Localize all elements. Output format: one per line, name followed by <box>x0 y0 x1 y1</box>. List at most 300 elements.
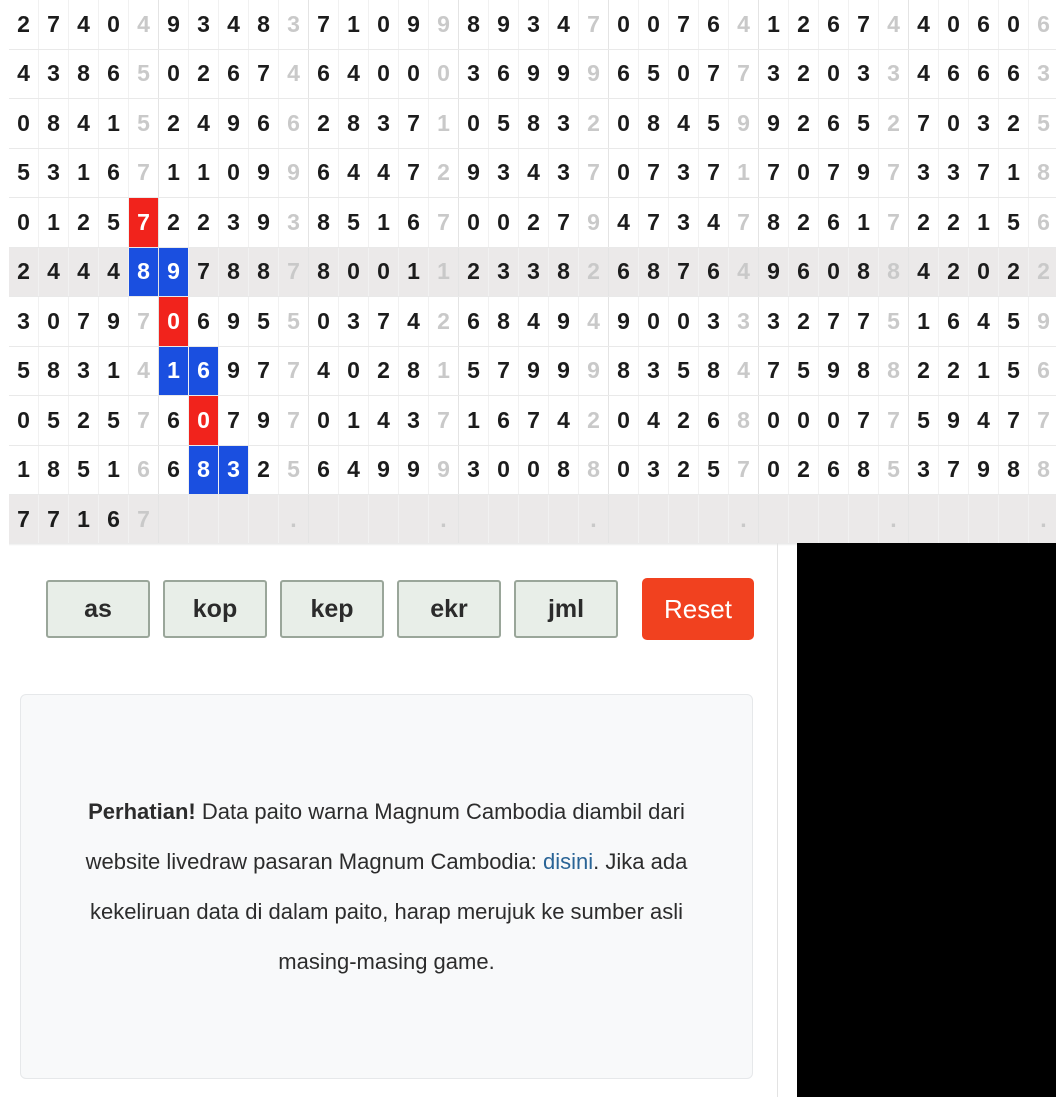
table-cell[interactable]: 9 <box>219 297 249 347</box>
table-cell[interactable]: 1 <box>909 297 939 347</box>
table-cell[interactable]: 9 <box>249 198 279 248</box>
table-cell[interactable]: 5 <box>999 297 1029 347</box>
table-cell[interactable]: 7 <box>519 396 549 446</box>
table-cell[interactable]: 7 <box>759 148 789 198</box>
table-cell[interactable]: 8 <box>639 247 669 297</box>
table-cell[interactable]: 0 <box>609 0 639 49</box>
table-cell[interactable]: 9 <box>1029 297 1056 347</box>
table-cell[interactable]: 7 <box>849 0 879 49</box>
table-cell[interactable]: 7 <box>729 445 759 495</box>
table-cell[interactable]: 7 <box>249 346 279 396</box>
table-cell[interactable]: 0 <box>189 396 219 446</box>
table-cell[interactable]: 6 <box>699 396 729 446</box>
table-cell[interactable]: 0 <box>309 396 339 446</box>
table-cell[interactable]: . <box>279 495 309 544</box>
table-cell[interactable]: 6 <box>999 49 1029 99</box>
table-cell[interactable]: 3 <box>759 297 789 347</box>
table-cell[interactable]: 2 <box>999 99 1029 149</box>
table-cell[interactable]: 3 <box>669 198 699 248</box>
table-cell[interactable]: 9 <box>519 346 549 396</box>
table-cell[interactable]: 7 <box>849 396 879 446</box>
table-cell[interactable] <box>999 495 1029 544</box>
table-cell[interactable]: 9 <box>609 297 639 347</box>
table-cell[interactable]: 8 <box>39 99 69 149</box>
table-cell[interactable]: 7 <box>879 198 909 248</box>
table-cell[interactable]: 0 <box>759 445 789 495</box>
table-cell[interactable]: 7 <box>129 198 159 248</box>
table-cell[interactable]: 5 <box>129 49 159 99</box>
table-cell[interactable]: 7 <box>129 297 159 347</box>
table-cell[interactable]: 2 <box>9 247 39 297</box>
table-cell[interactable]: 4 <box>639 396 669 446</box>
table-cell[interactable]: 1 <box>999 148 1029 198</box>
table-cell[interactable]: 7 <box>129 396 159 446</box>
table-cell[interactable]: 7 <box>399 148 429 198</box>
table-cell[interactable]: 7 <box>369 297 399 347</box>
table-cell[interactable]: 2 <box>939 247 969 297</box>
table-cell[interactable]: 2 <box>909 198 939 248</box>
table-cell[interactable]: 6 <box>189 346 219 396</box>
table-cell[interactable]: 7 <box>909 99 939 149</box>
table-cell[interactable]: 8 <box>879 346 909 396</box>
table-cell[interactable]: 7 <box>879 396 909 446</box>
table-cell[interactable]: 1 <box>69 495 99 544</box>
table-cell[interactable]: 5 <box>39 396 69 446</box>
table-cell[interactable]: 8 <box>69 49 99 99</box>
table-cell[interactable]: 5 <box>849 99 879 149</box>
table-cell[interactable]: 1 <box>159 346 189 396</box>
table-cell[interactable]: 3 <box>639 346 669 396</box>
paito-table-container[interactable] <box>9 0 1056 543</box>
table-cell[interactable] <box>699 495 729 544</box>
table-cell[interactable]: 1 <box>9 445 39 495</box>
table-cell[interactable]: 1 <box>189 148 219 198</box>
table-cell[interactable]: 8 <box>849 247 879 297</box>
table-cell[interactable]: 0 <box>369 247 399 297</box>
table-cell[interactable]: 2 <box>9 0 39 49</box>
table-cell[interactable]: 3 <box>639 445 669 495</box>
table-cell[interactable]: 3 <box>219 198 249 248</box>
table-cell[interactable]: 0 <box>399 49 429 99</box>
table-cell[interactable]: 4 <box>369 148 399 198</box>
table-cell[interactable]: 2 <box>939 198 969 248</box>
table-cell[interactable]: 6 <box>1029 0 1056 49</box>
notice-link[interactable]: disini <box>543 848 594 874</box>
table-cell[interactable]: 2 <box>429 148 459 198</box>
table-cell[interactable]: 9 <box>429 0 459 49</box>
table-cell[interactable]: 1 <box>99 346 129 396</box>
table-cell[interactable]: 3 <box>459 445 489 495</box>
table-cell[interactable] <box>639 495 669 544</box>
table-cell[interactable]: 5 <box>459 346 489 396</box>
table-cell[interactable]: 2 <box>579 247 609 297</box>
table-cell[interactable] <box>189 495 219 544</box>
table-cell[interactable]: 3 <box>549 99 579 149</box>
table-cell[interactable]: 3 <box>759 49 789 99</box>
table-cell[interactable]: 7 <box>579 0 609 49</box>
table-cell[interactable]: 5 <box>99 198 129 248</box>
table-cell[interactable]: 7 <box>69 297 99 347</box>
table-cell[interactable]: 9 <box>759 99 789 149</box>
table-cell[interactable]: 1 <box>39 198 69 248</box>
table-cell[interactable]: 2 <box>789 49 819 99</box>
table-cell[interactable]: 8 <box>39 445 69 495</box>
table-cell[interactable]: 3 <box>489 148 519 198</box>
table-cell[interactable]: 2 <box>789 0 819 49</box>
table-cell[interactable]: 4 <box>969 396 999 446</box>
table-cell[interactable]: 8 <box>219 247 249 297</box>
table-cell[interactable]: 6 <box>159 445 189 495</box>
table-cell[interactable]: 4 <box>699 198 729 248</box>
table-cell[interactable]: 7 <box>309 0 339 49</box>
table-cell[interactable]: 9 <box>159 247 189 297</box>
table-cell[interactable]: 0 <box>999 0 1029 49</box>
table-cell[interactable]: 7 <box>189 247 219 297</box>
table-cell[interactable]: 4 <box>99 247 129 297</box>
table-cell[interactable]: 6 <box>819 198 849 248</box>
table-cell[interactable]: 3 <box>519 0 549 49</box>
table-cell[interactable]: 0 <box>9 396 39 446</box>
table-cell[interactable]: 2 <box>789 99 819 149</box>
table-cell[interactable]: 2 <box>459 247 489 297</box>
table-cell[interactable]: 2 <box>519 198 549 248</box>
table-cell[interactable]: 5 <box>879 297 909 347</box>
table-cell[interactable]: 9 <box>579 346 609 396</box>
table-cell[interactable]: 8 <box>549 247 579 297</box>
table-cell[interactable]: 2 <box>189 198 219 248</box>
table-cell[interactable] <box>399 495 429 544</box>
table-cell[interactable]: 2 <box>579 396 609 446</box>
table-cell[interactable]: 8 <box>999 445 1029 495</box>
table-cell[interactable]: 8 <box>639 99 669 149</box>
table-cell[interactable]: 4 <box>129 346 159 396</box>
table-cell[interactable]: 3 <box>9 297 39 347</box>
table-cell[interactable]: 0 <box>39 297 69 347</box>
table-cell[interactable]: 2 <box>789 445 819 495</box>
table-cell[interactable]: 9 <box>429 445 459 495</box>
table-cell[interactable]: 6 <box>309 49 339 99</box>
table-cell[interactable]: 0 <box>789 148 819 198</box>
table-cell[interactable]: 7 <box>549 198 579 248</box>
table-cell[interactable]: 8 <box>1029 148 1056 198</box>
table-cell[interactable]: 4 <box>369 396 399 446</box>
table-cell[interactable]: 3 <box>279 198 309 248</box>
table-cell[interactable]: 0 <box>639 297 669 347</box>
table-cell[interactable]: 4 <box>969 297 999 347</box>
table-cell[interactable]: 8 <box>729 396 759 446</box>
table-cell[interactable]: 7 <box>729 198 759 248</box>
table-cell[interactable]: 3 <box>699 297 729 347</box>
table-cell[interactable]: 7 <box>939 445 969 495</box>
table-cell[interactable]: 5 <box>129 99 159 149</box>
table-cell[interactable]: 4 <box>339 49 369 99</box>
table-cell[interactable]: 4 <box>39 247 69 297</box>
table-cell[interactable]: 5 <box>9 346 39 396</box>
table-cell[interactable]: 7 <box>399 99 429 149</box>
table-cell[interactable]: 5 <box>489 99 519 149</box>
table-cell[interactable]: 5 <box>339 198 369 248</box>
table-cell[interactable]: 8 <box>399 346 429 396</box>
table-cell[interactable]: 9 <box>579 49 609 99</box>
table-cell[interactable]: 8 <box>309 198 339 248</box>
table-cell[interactable] <box>789 495 819 544</box>
table-cell[interactable]: 2 <box>189 49 219 99</box>
table-cell[interactable]: 6 <box>249 99 279 149</box>
table-cell[interactable]: 1 <box>759 0 789 49</box>
table-cell[interactable]: 2 <box>159 198 189 248</box>
table-cell[interactable]: 1 <box>429 99 459 149</box>
table-cell[interactable]: 4 <box>339 148 369 198</box>
table-cell[interactable]: 9 <box>369 445 399 495</box>
table-cell[interactable] <box>549 495 579 544</box>
table-cell[interactable]: 6 <box>489 396 519 446</box>
table-cell[interactable]: 0 <box>609 99 639 149</box>
table-cell[interactable]: 8 <box>849 445 879 495</box>
table-cell[interactable]: 3 <box>849 49 879 99</box>
table-cell[interactable]: 0 <box>519 445 549 495</box>
table-cell[interactable]: 3 <box>39 148 69 198</box>
table-cell[interactable]: 6 <box>1029 346 1056 396</box>
table-cell[interactable]: 6 <box>609 247 639 297</box>
table-cell[interactable]: 5 <box>279 297 309 347</box>
table-cell[interactable]: 6 <box>699 0 729 49</box>
table-cell[interactable]: 0 <box>819 396 849 446</box>
table-cell[interactable] <box>969 495 999 544</box>
table-cell[interactable]: 2 <box>669 445 699 495</box>
table-cell[interactable]: 4 <box>519 148 549 198</box>
table-cell[interactable]: 5 <box>999 198 1029 248</box>
table-cell[interactable]: 8 <box>249 0 279 49</box>
table-cell[interactable]: 8 <box>309 247 339 297</box>
table-cell[interactable]: 8 <box>609 346 639 396</box>
table-cell[interactable]: 3 <box>39 49 69 99</box>
table-cell[interactable] <box>309 495 339 544</box>
table-cell[interactable]: 2 <box>669 396 699 446</box>
table-cell[interactable]: 1 <box>429 247 459 297</box>
table-cell[interactable]: 4 <box>579 297 609 347</box>
table-cell[interactable]: 4 <box>129 0 159 49</box>
table-cell[interactable]: 9 <box>819 346 849 396</box>
table-cell[interactable]: 5 <box>999 346 1029 396</box>
jml-button[interactable]: jml <box>514 580 618 638</box>
table-cell[interactable]: 8 <box>579 445 609 495</box>
table-cell[interactable]: 6 <box>939 297 969 347</box>
table-cell[interactable]: 2 <box>1029 247 1056 297</box>
table-cell[interactable]: 4 <box>279 49 309 99</box>
table-cell[interactable]: 0 <box>9 198 39 248</box>
table-cell[interactable]: 3 <box>879 49 909 99</box>
table-cell[interactable]: . <box>729 495 759 544</box>
table-cell[interactable]: 5 <box>279 445 309 495</box>
table-cell[interactable]: 1 <box>69 148 99 198</box>
table-cell[interactable]: 0 <box>459 99 489 149</box>
table-cell[interactable]: 9 <box>459 148 489 198</box>
reset-button[interactable]: Reset <box>642 578 754 640</box>
table-cell[interactable] <box>249 495 279 544</box>
table-cell[interactable]: 6 <box>1029 198 1056 248</box>
table-cell[interactable]: 0 <box>969 247 999 297</box>
table-cell[interactable]: 7 <box>969 148 999 198</box>
table-cell[interactable]: 3 <box>969 99 999 149</box>
table-cell[interactable]: 7 <box>819 148 849 198</box>
table-cell[interactable]: 3 <box>549 148 579 198</box>
table-cell[interactable]: 3 <box>1029 49 1056 99</box>
table-cell[interactable]: 0 <box>669 297 699 347</box>
kep-button[interactable]: kep <box>280 580 384 638</box>
table-cell[interactable]: 2 <box>309 99 339 149</box>
table-cell[interactable]: 9 <box>99 297 129 347</box>
table-cell[interactable]: 0 <box>339 247 369 297</box>
table-cell[interactable]: 8 <box>459 0 489 49</box>
table-cell[interactable]: 1 <box>369 198 399 248</box>
table-cell[interactable]: 1 <box>159 148 189 198</box>
table-cell[interactable]: 7 <box>699 49 729 99</box>
table-cell[interactable]: 0 <box>219 148 249 198</box>
table-cell[interactable]: 5 <box>699 99 729 149</box>
table-cell[interactable]: 7 <box>129 148 159 198</box>
table-cell[interactable]: 8 <box>879 247 909 297</box>
table-cell[interactable] <box>219 495 249 544</box>
table-cell[interactable]: 6 <box>969 0 999 49</box>
table-cell[interactable]: 7 <box>279 396 309 446</box>
table-cell[interactable] <box>459 495 489 544</box>
table-cell[interactable] <box>339 495 369 544</box>
table-cell[interactable]: 5 <box>879 445 909 495</box>
ekr-button[interactable]: ekr <box>397 580 501 638</box>
table-cell[interactable]: 4 <box>909 49 939 99</box>
table-cell[interactable]: 9 <box>219 99 249 149</box>
table-cell[interactable]: 2 <box>69 396 99 446</box>
table-cell[interactable]: 2 <box>939 346 969 396</box>
table-cell[interactable]: 1 <box>459 396 489 446</box>
table-cell[interactable]: 0 <box>669 49 699 99</box>
table-cell[interactable]: 6 <box>129 445 159 495</box>
table-cell[interactable]: 6 <box>309 148 339 198</box>
table-cell[interactable]: 4 <box>609 198 639 248</box>
table-cell[interactable]: 4 <box>909 0 939 49</box>
table-cell[interactable]: 0 <box>159 297 189 347</box>
table-cell[interactable]: 5 <box>789 346 819 396</box>
table-cell[interactable]: 9 <box>579 198 609 248</box>
table-cell[interactable]: 1 <box>429 346 459 396</box>
table-cell[interactable]: 8 <box>129 247 159 297</box>
table-cell[interactable]: 4 <box>909 247 939 297</box>
table-cell[interactable]: 2 <box>369 346 399 396</box>
table-cell[interactable]: 3 <box>939 148 969 198</box>
table-cell[interactable]: 6 <box>939 49 969 99</box>
table-cell[interactable]: 4 <box>69 247 99 297</box>
table-cell[interactable]: 6 <box>819 99 849 149</box>
table-cell[interactable]: 1 <box>969 198 999 248</box>
table-cell[interactable]: . <box>1029 495 1056 544</box>
table-cell[interactable] <box>609 495 639 544</box>
table-cell[interactable]: 5 <box>9 148 39 198</box>
table-cell[interactable]: 7 <box>249 49 279 99</box>
table-cell[interactable]: 7 <box>669 0 699 49</box>
table-cell[interactable]: 1 <box>99 99 129 149</box>
table-cell[interactable]: 3 <box>459 49 489 99</box>
table-cell[interactable]: 0 <box>819 49 849 99</box>
table-cell[interactable]: 0 <box>9 99 39 149</box>
table-cell[interactable]: 8 <box>1029 445 1056 495</box>
table-cell[interactable] <box>519 495 549 544</box>
table-cell[interactable]: 0 <box>939 99 969 149</box>
table-cell[interactable]: 9 <box>159 0 189 49</box>
table-cell[interactable]: 2 <box>789 297 819 347</box>
kop-button[interactable]: kop <box>163 580 267 638</box>
table-cell[interactable]: 7 <box>579 148 609 198</box>
table-cell[interactable]: 3 <box>219 445 249 495</box>
table-cell[interactable]: 8 <box>249 247 279 297</box>
table-cell[interactable]: 4 <box>519 297 549 347</box>
table-cell[interactable]: 9 <box>549 49 579 99</box>
table-cell[interactable]: 4 <box>729 247 759 297</box>
table-cell[interactable]: 6 <box>489 49 519 99</box>
table-cell[interactable]: 4 <box>729 0 759 49</box>
table-cell[interactable]: 4 <box>189 99 219 149</box>
as-button[interactable]: as <box>46 580 150 638</box>
table-cell[interactable]: 0 <box>939 0 969 49</box>
table-cell[interactable]: 5 <box>669 346 699 396</box>
table-cell[interactable]: 6 <box>159 396 189 446</box>
table-cell[interactable] <box>159 495 189 544</box>
table-cell[interactable]: 4 <box>219 0 249 49</box>
table-cell[interactable]: 6 <box>699 247 729 297</box>
table-cell[interactable]: 7 <box>129 495 159 544</box>
table-cell[interactable]: 5 <box>1029 99 1056 149</box>
table-cell[interactable]: 0 <box>159 49 189 99</box>
table-cell[interactable]: 4 <box>549 396 579 446</box>
table-cell[interactable]: 2 <box>879 99 909 149</box>
table-cell[interactable]: 5 <box>699 445 729 495</box>
table-cell[interactable]: 4 <box>549 0 579 49</box>
table-cell[interactable]: 6 <box>969 49 999 99</box>
table-cell[interactable]: 3 <box>729 297 759 347</box>
table-cell[interactable]: 2 <box>69 198 99 248</box>
table-cell[interactable]: 4 <box>9 49 39 99</box>
table-cell[interactable]: . <box>879 495 909 544</box>
table-cell[interactable]: 4 <box>399 297 429 347</box>
table-cell[interactable]: 7 <box>429 396 459 446</box>
table-cell[interactable] <box>759 495 789 544</box>
table-cell[interactable] <box>909 495 939 544</box>
table-cell[interactable]: 1 <box>969 346 999 396</box>
table-cell[interactable]: 0 <box>639 0 669 49</box>
table-cell[interactable]: 3 <box>519 247 549 297</box>
table-cell[interactable]: 6 <box>399 198 429 248</box>
table-cell[interactable]: 7 <box>429 198 459 248</box>
table-cell[interactable] <box>849 495 879 544</box>
table-cell[interactable]: 0 <box>489 445 519 495</box>
table-cell[interactable]: 6 <box>99 49 129 99</box>
table-cell[interactable]: 6 <box>219 49 249 99</box>
table-cell[interactable]: 1 <box>399 247 429 297</box>
table-cell[interactable]: 0 <box>819 247 849 297</box>
table-cell[interactable]: 6 <box>309 445 339 495</box>
table-cell[interactable]: 0 <box>309 297 339 347</box>
table-cell[interactable]: 3 <box>339 297 369 347</box>
table-cell[interactable]: 0 <box>609 396 639 446</box>
table-cell[interactable]: 9 <box>399 445 429 495</box>
table-cell[interactable]: 7 <box>759 346 789 396</box>
table-cell[interactable]: 0 <box>759 396 789 446</box>
table-cell[interactable]: 9 <box>549 297 579 347</box>
table-cell[interactable]: 7 <box>279 247 309 297</box>
table-cell[interactable]: 9 <box>519 49 549 99</box>
table-cell[interactable]: 7 <box>9 495 39 544</box>
table-cell[interactable]: 3 <box>669 148 699 198</box>
table-cell[interactable]: 9 <box>489 0 519 49</box>
